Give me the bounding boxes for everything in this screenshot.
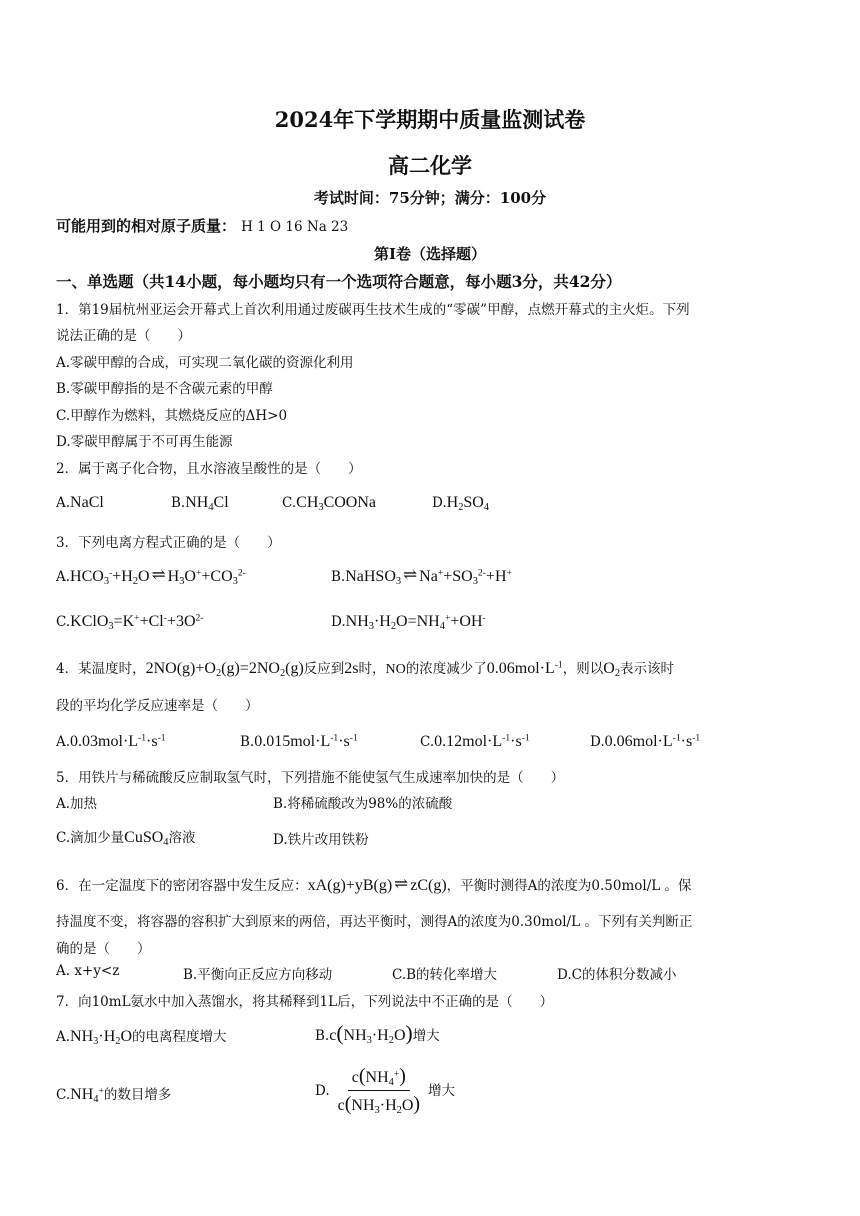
q3-option-d: $D.NH_3\cdot H_2O=NH_4^++OH^-$ [331,612,486,633]
q2-option-c: $C.CH_3COONa$ [282,494,377,514]
exam-title: 2024年下学期期中质量监测试卷 [274,107,586,132]
q6-stem-line3: 确的是（ ） [56,941,151,957]
q5-option-d: D.铁片改用铁粉 [273,832,369,848]
q7-option-c: $C.NH_4^+$的数目增多 [56,1085,172,1106]
q4-option-c: $C.0.12mol\cdot L^{-1}\cdot s^{-1}$ [420,732,530,750]
q1-option-a: A.零碳甲醇的合成，可实现二氧化碳的资源化利用 [56,355,354,371]
q4-stem-line2: 段的平均化学反应速率是（ ） [56,698,259,714]
exam-info: 考试时间：75分钟；满分：100分 [313,189,547,207]
q1-stem-line2: 说法正确的是（ ） [56,328,191,344]
q1-option-c: C.甲醇作为燃料，其燃烧反应的ΔH>0 [56,408,288,424]
atomic-mass-label: 可能用到的相对原子质量： [56,217,237,235]
q1-option-b: B.零碳甲醇指的是不含碳元素的甲醇 [56,381,273,397]
q6-stem-line2: 持温度不变，将容器的容积扩大到原来的两倍，再达平衡时，测得A的浓度为0.30mol/L 。下列有关判断正 [56,914,693,930]
atomic-mass-values: H 1 O 16 Na 23 [241,219,349,235]
q4-stem-line1: 4．某温度时，$2NO(g)+O_2(g)=2NO_2(g)$反应到2s时，NO的浓度减少了$0.06mol\cdot L^{-1}$，则以$O_2$表示该时 [56,659,675,680]
reversible-arrow-icon: ⇌ [403,565,418,584]
q2-option-d: $D.H_2SO_4$ [432,494,490,514]
q2-option-b: $B.NH_4Cl$ [171,494,229,514]
q3-option-a: $A.HCO_3^-+H_2O$ ⇌ $H_3O^++CO_3^{2-}$ [56,565,246,588]
q3-stem: 3．下列电离方程式正确的是（ ） [56,535,281,551]
section-title: 一、单选题（共14小题，每小题均只有一个选项符合题意，每小题3分，共42分） [56,272,622,291]
q6-option-d: D.C的体积分数减小 [557,967,677,983]
q7-d-fraction: $\frac{c(NH_4^+)}{c(NH_3\cdot H_2O)}$ [337,1065,421,1117]
q6-stem-line1: 6．在一定温度下的密闭容器中发生反应：xA(g)+yB(g) ⇌ zC(g)，平衡时测得A的浓度为0.50mol/L 。保 [56,874,692,894]
subject-title: 高二化学 [388,153,472,178]
q4-option-b: $B.0.015mol\cdot L^{-1}\cdot s^{-1}$ [240,732,358,750]
q5-option-a: A.加热 [56,796,98,812]
q7-option-a: $A.NH_3\cdot H_2O$的电离程度增大 [56,1028,227,1048]
q4-option-d: $D.0.06mol\cdot L^{-1}\cdot s^{-1}$ [590,732,701,750]
q7-option-d: D. $\frac{c(NH_4^+)}{c(NH_3\cdot H_2O)}$ 增大 [315,1065,456,1117]
q3-option-b: B.NaHSO$_3$ ⇌ $Na^++SO_3^{2-}+H^+$ [331,565,512,588]
atomic-mass-line [56,215,348,236]
q1-option-d: D.零碳甲醇属于不可再生能源 [56,434,233,450]
q6-option-a: A. x+y<z [56,963,120,979]
q7-option-b: $B.c(NH_3\cdot H_2O)$增大 [315,1021,440,1047]
q7-stem: 7．向10mL氨水中加入蒸馏水，将其稀释到1L后，下列说法中不正确的是（ ） [56,994,554,1010]
q2-stem: 2．属于离子化合物，且水溶液呈酸性的是（ ） [56,461,362,477]
q3-option-c: $C.KClO_3=K^++Cl^-+3O^{2-}$ [56,612,204,633]
q2-option-a: A.NaCl [56,494,104,511]
q5-option-b: B.将稀硫酸改为98%的浓硫酸 [273,796,453,812]
part-title: 第I卷（选择题） [373,245,487,263]
q6-option-c: C.B的转化率增大 [392,967,498,983]
q6-option-b: B.平衡向正反应方向移动 [183,967,333,983]
reversible-arrow-icon: ⇌ [151,565,166,584]
q1-stem-line1: 1．第19届杭州亚运会开幕式上首次利用通过废碳再生技术生成的“零碳”甲醇，点燃开幕式的主火炬。下列 [56,302,690,318]
q5-option-c: C.滴加少量CuSO$_4$溶液 [56,829,196,849]
q5-stem: 5．用铁片与稀硫酸反应制取氢气时，下列措施不能使氢气生成速率加快的是（ ） [56,770,565,786]
reversible-arrow-icon: ⇌ [394,874,409,893]
q4-option-a: $A.0.03mol\cdot L^{-1}\cdot s^{-1}$ [56,732,166,750]
